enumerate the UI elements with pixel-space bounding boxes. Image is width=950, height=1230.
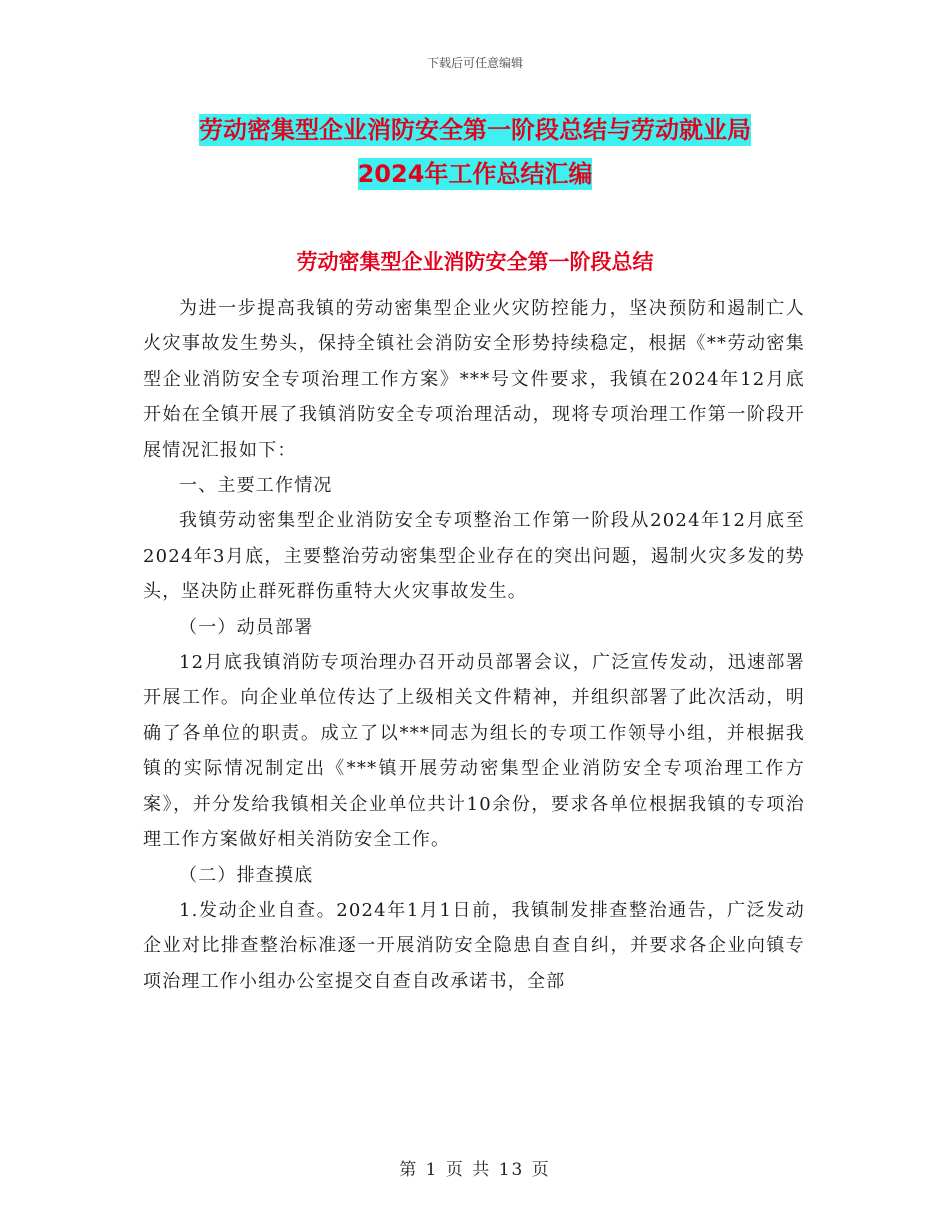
- heading-investigation: （二）排查摸底: [179, 864, 314, 886]
- document-body: [143, 291, 805, 999]
- paragraph-intro: 为进一步提高我镇的劳动密集型企业火灾防控能力，坚决预防和遏制亡人火灾事故发生势头，保持全镇社会消防安全形势持续稳定，根据《**劳动密集型企业消防安全专项治理工作方案》***号文件要求，我镇在2024年12月底开始在全镇开展了我镇消防安全专项治理活动，现将专项治理工作第一阶段开展情况汇报如下：: [143, 298, 805, 461]
- paragraph-main-work: 我镇劳动密集型企业消防安全专项整治工作第一阶段从2024年12月底至2024年3月底，主要整治劳动密集型企业存在的突出问题，遏制火灾多发的势头，坚决防止群死群伤重特大火灾事故发生。: [143, 510, 805, 603]
- page-number-footer: 第 1 页 共 13 页: [399, 1160, 551, 1180]
- title-line-1: 劳动密集型企业消防安全第一阶段总结与劳动就业局: [199, 116, 751, 144]
- heading-mobilization: （一）动员部署: [179, 616, 314, 638]
- paragraph-self-inspection: 1.发动企业自查。2024年1月1日前，我镇制发排查整治通告，广泛发动企业对比排查整治标准逐一开展消防安全隐患自查自纠，并要求各企业向镇专项治理工作小组办公室提交自查自改承诺书，全部: [143, 899, 805, 992]
- heading-main-work: 一、主要工作情况: [179, 475, 333, 497]
- title-line-2: 2024年工作总结汇编: [357, 160, 593, 188]
- header-note: 下载后可任意编辑: [426, 56, 523, 70]
- document-title: [140, 108, 810, 196]
- paragraph-mobilization: 12月底我镇消防专项治理办召开动员部署会议，广泛宣传发动，迅速部署开展工作。向企业单位传达了上级相关文件精神，并组织部署了此次活动，明确了各单位的职责。成立了以***同志为组长的专项工作领导小组，并根据我镇的实际情况制定出《***镇开展劳动密集型企业消防安全专项治理工作方案》，并分发给我镇相关企业单位共计10余份，要求各单位根据我镇的专项治理工作方案做好相关消防安全工作。: [143, 652, 805, 851]
- section-title: 劳动密集型企业消防安全第一阶段总结: [296, 250, 654, 274]
